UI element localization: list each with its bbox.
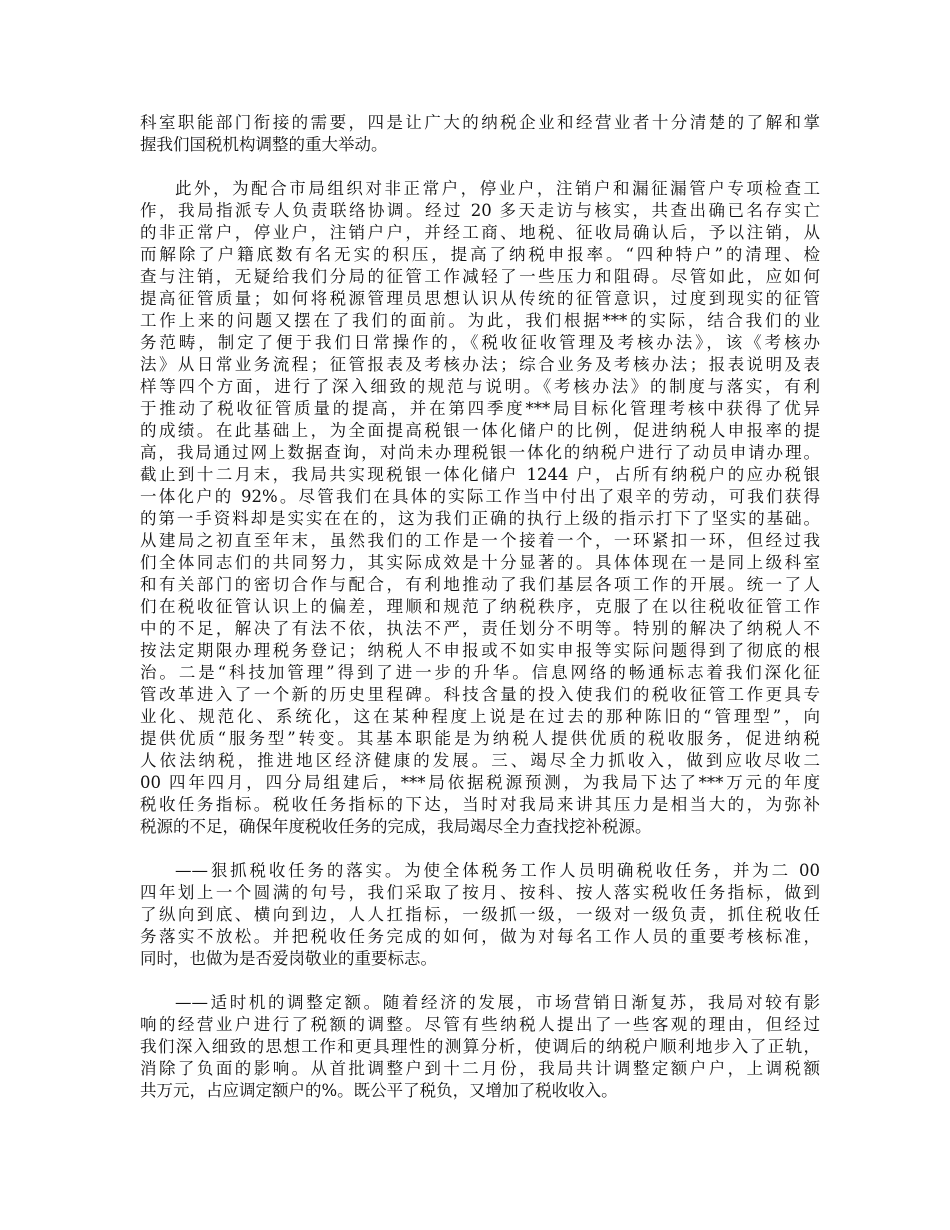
text-line: 业化、规范化、系统化，这在某种程度上说是在过去的那种陈旧的“管理型”，向 bbox=[140, 707, 820, 726]
text-line: 作，我局指派专人负责联络协调。经过 20 多天走访与核实，共查出确已名存实亡 bbox=[140, 201, 820, 220]
text-line: 响的经营业户进行了税额的调整。尽管有些纳税人提出了一些客观的理由，但经过 bbox=[140, 1015, 820, 1034]
text-line: 法》从日常业务流程；征管报表及考核办法；综合业务及考核办法；报表说明及表 bbox=[140, 355, 820, 374]
text-line: 务范畴，制定了便于我们日常操作的，《税收征收管理及考核办法》，该《考核办 bbox=[140, 333, 820, 352]
text-line: 按法定期限办理税务登记；纳税人不申报或不如实申报等实际问题得到了彻底的根 bbox=[140, 641, 820, 660]
text-line: 的成绩。在此基础上，为全面提高税银一体化储户的比例，促进纳税人申报率的提 bbox=[140, 421, 820, 440]
text-line: 握我们国税机构调整的重大举动。 bbox=[140, 135, 388, 154]
text-line: ——适时机的调整定额。随着经济的发展，市场营销日渐复苏，我局对较有影 bbox=[175, 993, 820, 1012]
text-line: 务落实不放松。并把税收任务完成的如何，做为对每名工作人员的重要考核标准， bbox=[140, 927, 820, 946]
text-line: 消除了负面的影响。从首批调整户到十二月份，我局共计调整定额户户，上调税额 bbox=[140, 1059, 820, 1078]
text-line: 此外，为配合市局组织对非正常户，停业户，注销户和漏征漏管户专项检查工 bbox=[175, 179, 820, 198]
text-line: 中的不足，解决了有法不依，执法不严，责任划分不明等。特别的解决了纳税人不 bbox=[140, 619, 820, 638]
text-line: 截止到十二月末，我局共实现税银一体化储户 1244 户，占所有纳税户的应办税银 bbox=[140, 465, 820, 484]
text-line: 高，我局通过网上数据查询，对尚未办理税银一体化的纳税户进行了动员申请办理。 bbox=[140, 443, 820, 462]
text-line: 从建局之初直至年末，虽然我们的工作是一个接着一个，一环紧扣一环，但经过我 bbox=[140, 531, 820, 550]
text-line: 样等四个方面，进行了深入细致的规范与说明。《考核办法》的制度与落实，有利 bbox=[140, 377, 820, 396]
text-line: 人依法纳税，推进地区经济健康的发展。三、竭尽全力抓收入，做到应收尽收二 bbox=[140, 751, 820, 770]
text-line: 们全体同志们的共同努力，其实际成效是十分显著的。具体体现在一是同上级科室 bbox=[140, 553, 820, 572]
text-line: 和有关部门的密切合作与配合，有利地推动了我们基层各项工作的开展。统一了人 bbox=[140, 575, 820, 594]
text-line: 管改革进入了一个新的历史里程碑。科技含量的投入使我们的税收征管工作更具专 bbox=[140, 685, 820, 704]
text-line: 提高征管质量；如何将税源管理员思想认识从传统的征管意识，过度到现实的征管 bbox=[140, 289, 820, 308]
text-line: 四年划上一个圆满的句号，我们采取了按月、按科、按人落实税收任务指标，做到 bbox=[140, 883, 820, 902]
text-line: 税收任务指标。税收任务指标的下达，当时对我局来讲其压力是相当大的，为弥补 bbox=[140, 795, 820, 814]
text-line: 一体化户的 92%。尽管我们在具体的实际工作当中付出了艰辛的劳动，可我们获得 bbox=[140, 487, 820, 506]
text-line: 00 四年四月，四分局组建后，***局依据税源预测，为我局下达了***万元的年度 bbox=[140, 773, 820, 792]
paragraph bbox=[140, 178, 820, 838]
text-line: 的第一手资料却是实实在在的，这为我们正确的执行上级的指示打下了坚实的基础。 bbox=[140, 509, 820, 528]
text-line: 同时，也做为是否爱岗敬业的重要标志。 bbox=[140, 949, 437, 968]
text-line: 于推动了税收征管质量的提高，并在第四季度***局目标化管理考核中获得了优异 bbox=[140, 399, 820, 418]
paragraph bbox=[140, 992, 820, 1102]
text-line: 科室职能部门衔接的需要，四是让广大的纳税企业和经营业者十分清楚的了解和掌 bbox=[140, 113, 820, 132]
text-line: 查与注销，无疑给我们分局的征管工作减轻了一些压力和阻碍。尽管如此，应如何 bbox=[140, 267, 820, 286]
paragraph bbox=[140, 860, 820, 970]
text-line: 们在税收征管认识上的偏差，理顺和规范了纳税秩序，克服了在以往税收征管工作 bbox=[140, 597, 820, 616]
text-line: 工作上来的问题又摆在了我们的面前。为此，我们根据***的实际，结合我们的业 bbox=[140, 311, 820, 330]
paragraph bbox=[140, 112, 820, 156]
text-line: ——狠抓税收任务的落实。为使全体税务工作人员明确税收任务，并为二 00 bbox=[175, 861, 820, 880]
text-line: 治。二是“科技加管理”得到了进一步的升华。信息网络的畅通标志着我们深化征 bbox=[140, 663, 820, 682]
text-line: 而解除了户籍底数有名无实的积压，提高了纳税申报率。“四种特户”的清理、检 bbox=[140, 245, 820, 264]
document-page bbox=[140, 112, 820, 1124]
text-line: 税源的不足，确保年度税收任务的完成，我局竭尽全力查找挖补税源。 bbox=[140, 817, 652, 836]
text-line: 共万元，占应调定额户的%。既公平了税负，又增加了税收收入。 bbox=[140, 1081, 618, 1100]
text-line: 了纵向到底、横向到边，人人扛指标，一级抓一级，一级对一级负责，抓住税收任 bbox=[140, 905, 820, 924]
text-line: 提供优质“服务型”转变。其基本职能是为纳税人提供优质的税收服务，促进纳税 bbox=[140, 729, 820, 748]
text-line: 我们深入细致的思想工作和更具理性的测算分析，使调后的纳税户顺利地步入了正轨， bbox=[140, 1037, 820, 1056]
text-line: 的非正常户，停业户，注销户户，并经工商、地税、征收局确认后，予以注销，从 bbox=[140, 223, 820, 242]
